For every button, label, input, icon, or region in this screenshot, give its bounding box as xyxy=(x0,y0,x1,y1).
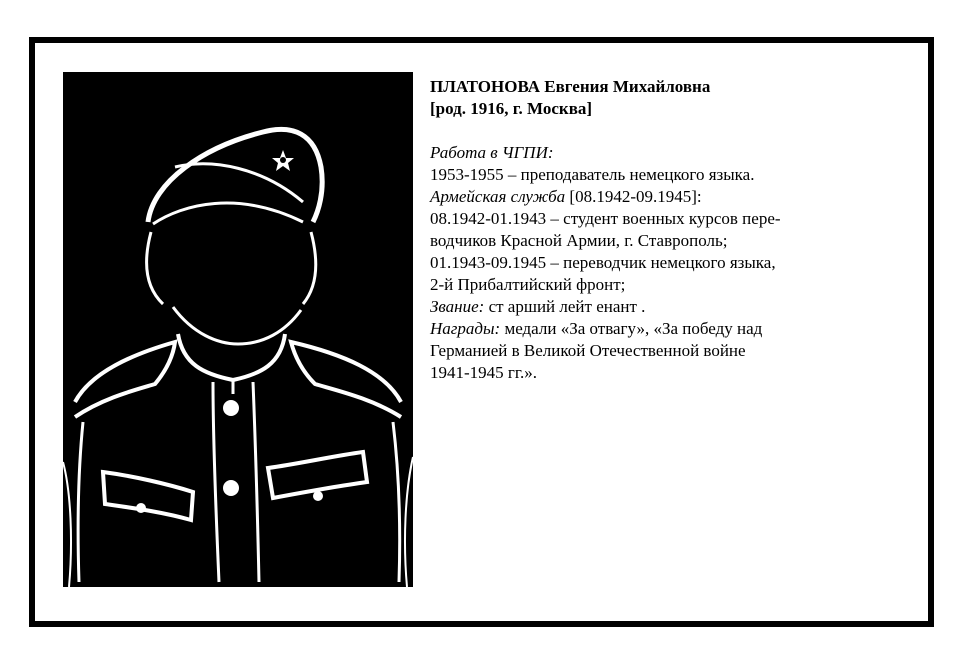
spacer xyxy=(430,120,900,142)
work-label: Работа в ЧГПИ: xyxy=(430,143,554,162)
birth-info: [род. 1916, г. Москва] xyxy=(430,99,593,118)
rank-label: Звание: xyxy=(430,297,485,316)
rank-value: ст арший лейт енант . xyxy=(484,297,646,316)
army-line: 08.1942-01.1943 – студент военных курсов пере- xyxy=(430,209,781,228)
army-line: 2-й Прибалтийский фронт; xyxy=(430,275,626,294)
army-line: водчиков Красной Армии, г. Ставрополь; xyxy=(430,231,728,250)
awards-line: Германией в Великой Отечественной войне xyxy=(430,341,746,360)
rank-line xyxy=(430,296,900,318)
biography-text xyxy=(430,76,900,384)
awards-label: Награды: xyxy=(430,319,501,338)
army-period: [08.1942-09.1945]: xyxy=(565,187,702,206)
portrait-silhouette xyxy=(63,72,413,587)
awards-line: 1941-1945 гг.». xyxy=(430,363,537,382)
silhouette-portrait-icon xyxy=(63,72,413,587)
person-name: ПЛАТОНОВА Евгения Михайловна xyxy=(430,77,711,96)
awards-text: медали «За отвагу», «За победу над xyxy=(500,319,763,338)
work-heading xyxy=(430,142,900,164)
work-line: 1953-1955 – преподаватель немецкого языка. xyxy=(430,165,755,184)
awards-line xyxy=(430,318,900,340)
army-line: 01.1943-09.1945 – переводчик немецкого языка, xyxy=(430,253,776,272)
army-heading xyxy=(430,186,900,208)
army-label: Армейская служба xyxy=(430,187,566,206)
